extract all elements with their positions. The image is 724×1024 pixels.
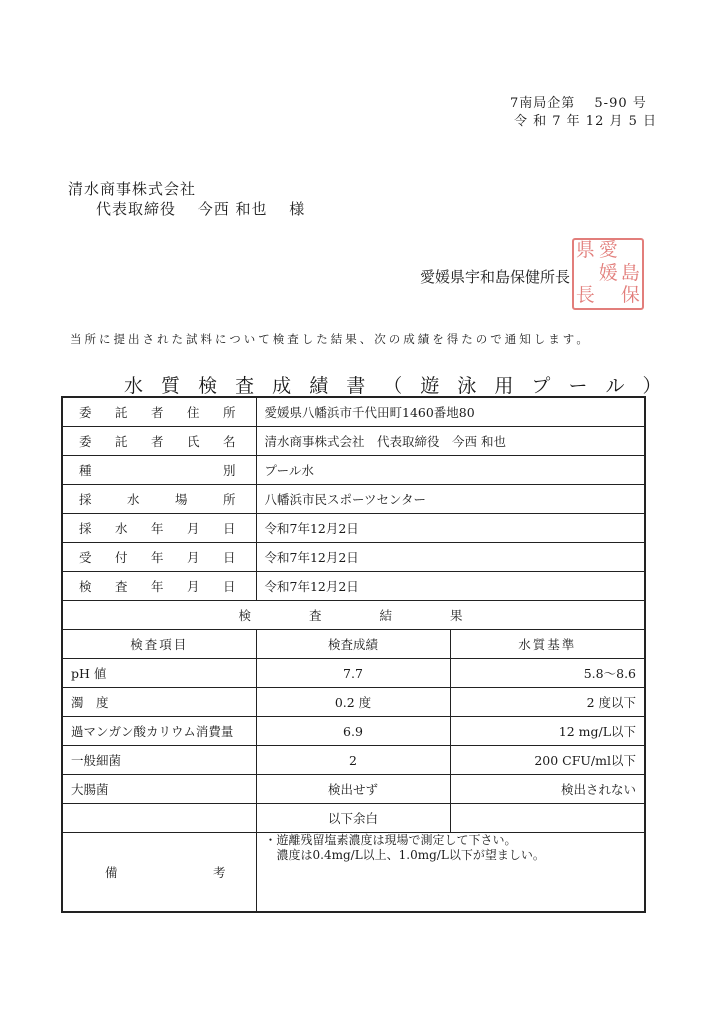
result-row	[62, 717, 645, 746]
addressee-representative: 代表取締役 今西 和也 様	[96, 200, 306, 218]
official-seal: 県 愛 媛 島 長 保	[572, 238, 644, 310]
result-row	[62, 688, 645, 717]
result-standard: 200 CFU/ml以下	[450, 746, 645, 775]
addressee-company: 清水商事株式会社	[68, 180, 197, 198]
remarks-line-1: ・遊離残留塩素濃度は現場で測定して下さい。	[264, 833, 517, 847]
notice-text: 当所に提出された試料について検査した結果、次の成績を得たので通知します。	[70, 332, 591, 346]
info-label: 種 別	[62, 456, 256, 485]
results-section-header	[62, 601, 645, 630]
remarks-label-cell	[62, 833, 256, 913]
result-item: 過マンガン酸カリウム消費量	[62, 717, 256, 746]
result-value: 6.9	[256, 717, 450, 746]
result-standard: 5.8～8.6	[450, 659, 645, 688]
result-value: 検出せず	[256, 775, 450, 804]
column-result: 検査成績	[256, 630, 450, 659]
info-row	[62, 397, 645, 427]
info-row	[62, 572, 645, 601]
info-value: 清水商事株式会社 代表取締役 今西 和也	[256, 427, 645, 456]
result-row	[62, 659, 645, 688]
info-row	[62, 485, 645, 514]
column-item: 検査項目	[62, 630, 256, 659]
info-value: 愛媛県八幡浜市千代田町1460番地80	[256, 397, 645, 427]
info-value: 令和7年12月2日	[256, 572, 645, 601]
remainder-row	[62, 804, 645, 833]
issue-date: 令 和 7 年 12 月 5 日	[514, 114, 658, 129]
document-title: 水 質 検 査 成 績 書 （ 遊 泳 用 プ ー ル ）	[124, 375, 668, 397]
results-column-header-row	[62, 630, 645, 659]
result-item: pH 値	[62, 659, 256, 688]
result-item: 濁 度	[62, 688, 256, 717]
info-label: 受 付 年 月 日	[62, 543, 256, 572]
remarks-label-char-1: 備	[105, 865, 118, 880]
remarks-line-2: 濃度は0.4mg/L以上、1.0mg/L以下が望ましい。	[276, 848, 545, 862]
result-value: 7.7	[256, 659, 450, 688]
result-standard: 検出されない	[450, 775, 645, 804]
result-row	[62, 775, 645, 804]
info-value: 八幡浜市民スポーツセンター	[256, 485, 645, 514]
result-standard: 12 mg/L以下	[450, 717, 645, 746]
info-label: 検 査 年 月 日	[62, 572, 256, 601]
info-value: プール水	[256, 456, 645, 485]
info-label: 委 託 者 住 所	[62, 397, 256, 427]
results-table	[61, 396, 646, 913]
remarks-text	[256, 833, 645, 913]
result-item: 一般細菌	[62, 746, 256, 775]
info-label: 委 託 者 氏 名	[62, 427, 256, 456]
info-label: 採 水 年 月 日	[62, 514, 256, 543]
remainder-text: 以下余白	[256, 804, 450, 833]
info-value: 令和7年12月2日	[256, 514, 645, 543]
info-row	[62, 543, 645, 572]
info-label: 採 水 場 所	[62, 485, 256, 514]
result-item: 大腸菌	[62, 775, 256, 804]
issuer-name: 愛媛県宇和島保健所長	[420, 268, 571, 286]
result-row	[62, 746, 645, 775]
column-standard: 水質基準	[450, 630, 645, 659]
document-number: 7南局企第 5-90 号	[510, 96, 647, 111]
info-row	[62, 427, 645, 456]
remarks-row	[62, 833, 645, 913]
results-header-label: 検査結果	[62, 601, 645, 630]
remarks-label-char-2: 考	[212, 865, 226, 880]
result-value: 0.2 度	[256, 688, 450, 717]
info-row	[62, 514, 645, 543]
result-standard: 2 度以下	[450, 688, 645, 717]
result-value: 2	[256, 746, 450, 775]
info-value: 令和7年12月2日	[256, 543, 645, 572]
info-row	[62, 456, 645, 485]
